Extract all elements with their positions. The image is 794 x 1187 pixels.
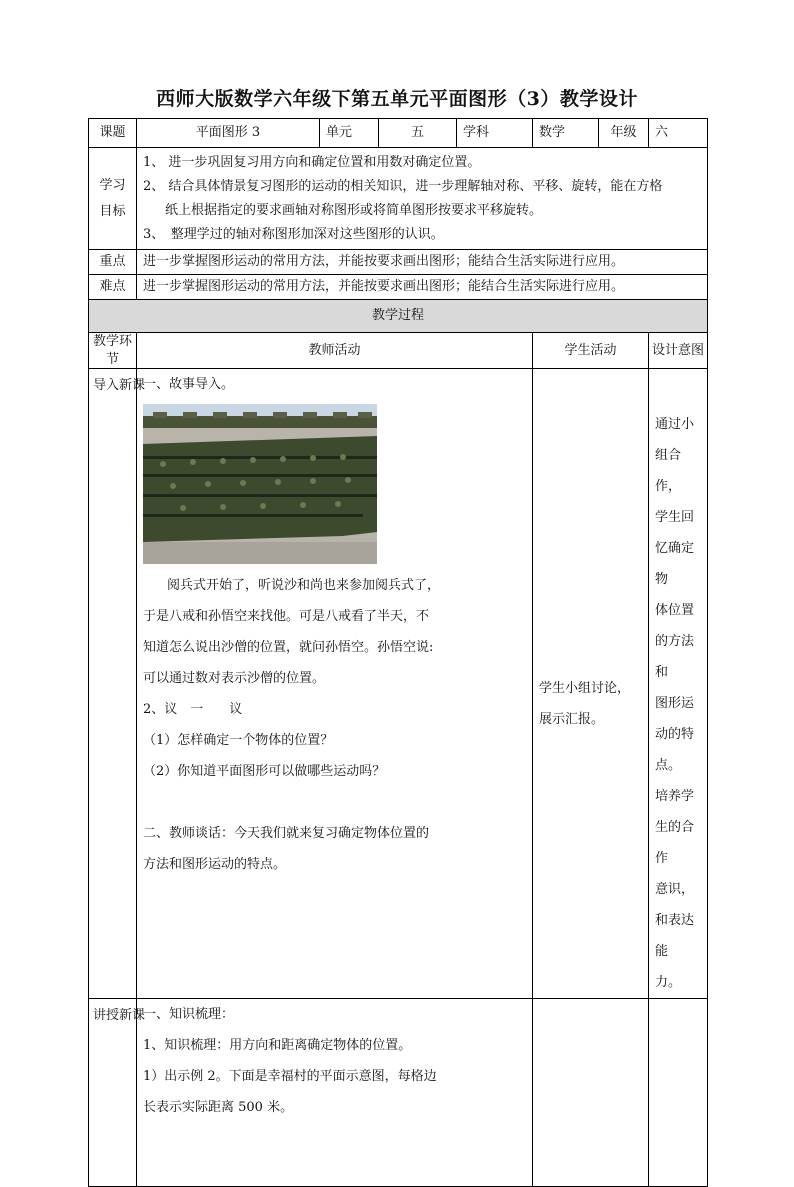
question-1: （1）怎样确定一个物体的位置？	[143, 733, 334, 749]
design-intent-intro	[649, 369, 708, 999]
lesson-line: 1）出示例 2。下面是幸福村的平面示意图，每格边	[143, 1069, 437, 1085]
key-point-text: 进一步掌握图形运动的常用方法，并能按要求画出图形；能结合生活实际进行应用。	[137, 250, 708, 275]
intent-line: 学生回忆确定物	[655, 510, 695, 588]
objectives-row	[89, 148, 708, 250]
objective-item: 3、 整理学过的轴对称图形加深对这些图形的认识。	[143, 226, 444, 242]
grade-label: 年级	[599, 119, 649, 148]
story-line: 知道怎么说出沙僧的位置，就问孙悟空。孙悟空说:	[143, 640, 434, 656]
question-2: （2）你知道平面图形可以做哪些运动吗？	[143, 764, 386, 780]
intent-line: 培养学生的合作	[655, 789, 695, 867]
teacher-activity-intro	[137, 369, 533, 999]
lesson-line: 一、知识梳理：	[143, 1007, 235, 1023]
story-line: 于是八戒和孙悟空来找他。可是八戒看了半天，不	[143, 609, 430, 625]
story-heading: 一、故事导入。	[143, 377, 235, 393]
key-point-row	[89, 250, 708, 275]
teacher-activity-lesson	[137, 999, 533, 1187]
objectives-label-text: 学习目标	[99, 177, 126, 219]
process-title-row	[89, 300, 708, 333]
teacher-talk: 方法和图形运动的特点。	[143, 857, 287, 873]
difficulty-row	[89, 275, 708, 300]
objectives-content	[137, 148, 708, 250]
topic-value: 平面图形 3	[137, 119, 320, 148]
process-row-intro	[89, 369, 708, 999]
intent-line: 力。	[655, 975, 682, 991]
photo-foreground	[143, 542, 377, 564]
student-line: 学生小组讨论，	[539, 680, 631, 696]
objective-item: 1、 进一步巩固复习用方向和确定位置和用数对确定位置。	[143, 154, 481, 170]
subject-label: 学科	[457, 119, 533, 148]
difficulty-text: 进一步掌握图形运动的常用方法，并能按要求画出图形；能结合生活实际进行应用。	[137, 275, 708, 300]
student-activity-lesson	[533, 999, 649, 1187]
intent-line: 意识，和表达能	[655, 882, 695, 960]
stage-lesson: 讲授新课	[89, 999, 137, 1187]
student-line: 展示汇报。	[539, 711, 605, 727]
objectives-label	[89, 148, 137, 250]
topic-label: 课题	[89, 119, 137, 148]
lesson-plan-table	[88, 118, 708, 1187]
story-line: 阅兵式开始了，听说沙和尚也来参加阅兵式了，	[167, 578, 441, 594]
difficulty-label: 难点	[89, 275, 137, 300]
intent-line: 体位置的方法和	[655, 603, 695, 681]
student-activity-intro	[533, 369, 649, 999]
page-title: 西师大版数学六年级下第五单元平面图形（3）教学设计	[156, 88, 638, 110]
process-row-lesson	[89, 999, 708, 1187]
column-stage: 教学环节	[89, 333, 137, 369]
process-columns-row	[89, 333, 708, 369]
column-teacher: 教师活动	[137, 333, 533, 369]
unit-value: 五	[379, 119, 457, 148]
unit-label: 单元	[320, 119, 379, 148]
subject-value: 数学	[533, 119, 599, 148]
process-title: 教学过程	[89, 300, 708, 333]
intent-line: 通过小组合作，	[655, 417, 695, 495]
story-line: 可以通过数对表示沙僧的位置。	[143, 671, 326, 687]
discuss-heading: 2、议 一 议	[143, 702, 243, 718]
objective-item: 纸上根据指定的要求画轴对称图形或将简单图形按要求平移旋转。	[165, 202, 543, 218]
parade-photo	[143, 404, 377, 564]
header-row	[89, 119, 708, 148]
lesson-line: 长表示实际距离 500 米。	[143, 1100, 294, 1116]
intent-line: 图形运动的特点。	[655, 696, 695, 774]
column-student: 学生活动	[533, 333, 649, 369]
troop-formation	[143, 436, 377, 542]
design-intent-lesson	[649, 999, 708, 1187]
grade-value: 六	[649, 119, 708, 148]
teacher-talk: 二、教师谈话：今天我们就来复习确定物体位置的	[143, 826, 430, 842]
blank-line	[143, 787, 526, 818]
objective-item: 2、 结合具体情景复习图形的运动的相关知识，进一步理解轴对称、平移、旋转，能在方格	[143, 178, 663, 194]
column-intent: 设计意图	[649, 333, 708, 369]
key-point-label: 重点	[89, 250, 137, 275]
lesson-line: 1、知识梳理：用方向和距离确定物体的位置。	[143, 1038, 412, 1054]
stage-intro: 导入新课	[89, 369, 137, 999]
